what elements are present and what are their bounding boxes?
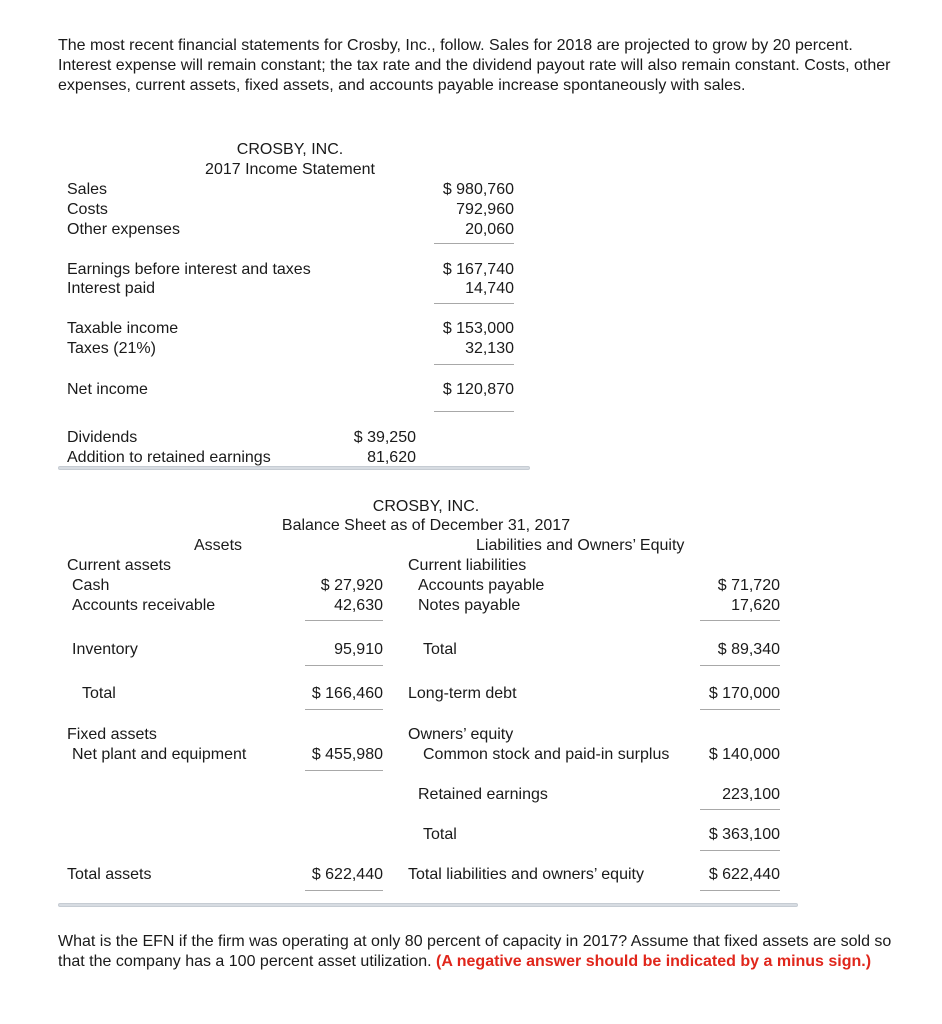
net-plant-label: Net plant and equipment — [72, 746, 247, 763]
ebit-value: $ 167,740 — [442, 261, 514, 278]
current-assets-label: Current assets — [67, 557, 172, 574]
rule — [305, 665, 383, 666]
costs-value: 792,960 — [456, 201, 514, 218]
net-income-label: Net income — [67, 381, 148, 398]
liabilities-header: Liabilities and Owners’ Equity — [476, 537, 685, 554]
accounts-payable-label: Accounts payable — [418, 577, 545, 594]
net-income-value: $ 120,870 — [442, 381, 514, 398]
rule — [434, 303, 514, 304]
retained-earnings-value: 223,100 — [722, 786, 780, 803]
addition-retained-value: 81,620 — [367, 449, 416, 466]
inventory-label: Inventory — [72, 641, 138, 658]
total-assets-label: Total assets — [67, 866, 152, 883]
net-plant-value: $ 455,980 — [311, 746, 383, 763]
rule — [700, 809, 780, 810]
addition-retained-label: Addition to retained earnings — [67, 449, 271, 466]
rule — [434, 411, 514, 412]
accounts-payable-value: $ 71,720 — [717, 577, 780, 594]
income-statement-title: 2017 Income Statement — [205, 161, 375, 178]
total-assets-value: $ 622,440 — [311, 866, 383, 883]
common-stock-value: $ 140,000 — [708, 746, 780, 763]
rule — [700, 890, 780, 891]
intro-paragraph: The most recent financial statements for Crosby, Inc., follow. Sales for 2018 are projected to grow by 20 percent. Interest expense will remain constant; the tax rate and the dividend payout rate will also remain constant. Costs, other expenses, current assets, fixed assets, and accounts payable increase spontaneously with sales. — [58, 37, 891, 94]
fixed-assets-label: Fixed assets — [67, 726, 157, 743]
total-current-liabilities-value: $ 89,340 — [717, 641, 780, 658]
sales-label: Sales — [67, 181, 108, 198]
divider-bar — [58, 903, 798, 907]
cash-label: Cash — [72, 577, 110, 594]
question-text: What is the EFN if the firm was operating at only 80 percent of capacity in 2017? Assume that fixed assets are sold so that the company has a 100 percent asset utilization. — [58, 933, 892, 970]
interest-value: 14,740 — [465, 280, 514, 297]
other-expenses-value: 20,060 — [465, 221, 514, 238]
income-company-name: CROSBY, INC. — [236, 141, 344, 158]
balance-sheet-title: Balance Sheet as of December 31, 2017 — [281, 517, 571, 534]
question-paragraph — [58, 932, 903, 972]
total-current-assets-label: Total — [82, 685, 116, 702]
accounts-receivable-label: Accounts receivable — [72, 597, 216, 614]
accounts-receivable-value: 42,630 — [334, 597, 383, 614]
rule — [700, 665, 780, 666]
current-liabilities-label: Current liabilities — [408, 557, 527, 574]
dividends-value: $ 39,250 — [353, 429, 416, 446]
rule — [305, 709, 383, 710]
retained-earnings-label: Retained earnings — [418, 786, 548, 803]
total-current-assets-value: $ 166,460 — [311, 685, 383, 702]
costs-label: Costs — [67, 201, 108, 218]
long-term-debt-label: Long-term debt — [408, 685, 517, 702]
rule — [305, 770, 383, 771]
inventory-value: 95,910 — [334, 641, 383, 658]
rule — [305, 890, 383, 891]
notes-payable-value: 17,620 — [731, 597, 780, 614]
total-current-liabilities-label: Total — [423, 641, 457, 658]
taxable-income-value: $ 153,000 — [442, 320, 514, 337]
taxes-value: 32,130 — [465, 340, 514, 357]
common-stock-label: Common stock and paid-in surplus — [423, 746, 670, 763]
total-liabilities-equity-label: Total liabilities and owners’ equity — [408, 866, 644, 883]
rule — [700, 850, 780, 851]
balance-company-name: CROSBY, INC. — [372, 498, 480, 515]
rule — [434, 364, 514, 365]
long-term-debt-value: $ 170,000 — [708, 685, 780, 702]
notes-payable-label: Notes payable — [418, 597, 521, 614]
rule — [700, 620, 780, 621]
sales-value: $ 980,760 — [442, 181, 514, 198]
cash-value: $ 27,920 — [320, 577, 383, 594]
taxes-label: Taxes (21%) — [67, 340, 156, 357]
total-liabilities-equity-value: $ 622,440 — [708, 866, 780, 883]
question-highlight: (A negative answer should be indicated by a minus sign.) — [436, 953, 872, 970]
total-owners-equity-value: $ 363,100 — [708, 826, 780, 843]
other-expenses-label: Other expenses — [67, 221, 180, 238]
owners-equity-label: Owners’ equity — [408, 726, 514, 743]
taxable-income-label: Taxable income — [67, 320, 179, 337]
total-owners-equity-label: Total — [423, 826, 457, 843]
ebit-label: Earnings before interest and taxes — [67, 261, 311, 278]
interest-label: Interest paid — [67, 280, 156, 297]
rule — [305, 620, 383, 621]
dividends-label: Dividends — [67, 429, 138, 446]
rule — [700, 709, 780, 710]
divider-bar — [58, 466, 530, 470]
assets-header: Assets — [194, 537, 243, 554]
rule — [434, 243, 514, 244]
